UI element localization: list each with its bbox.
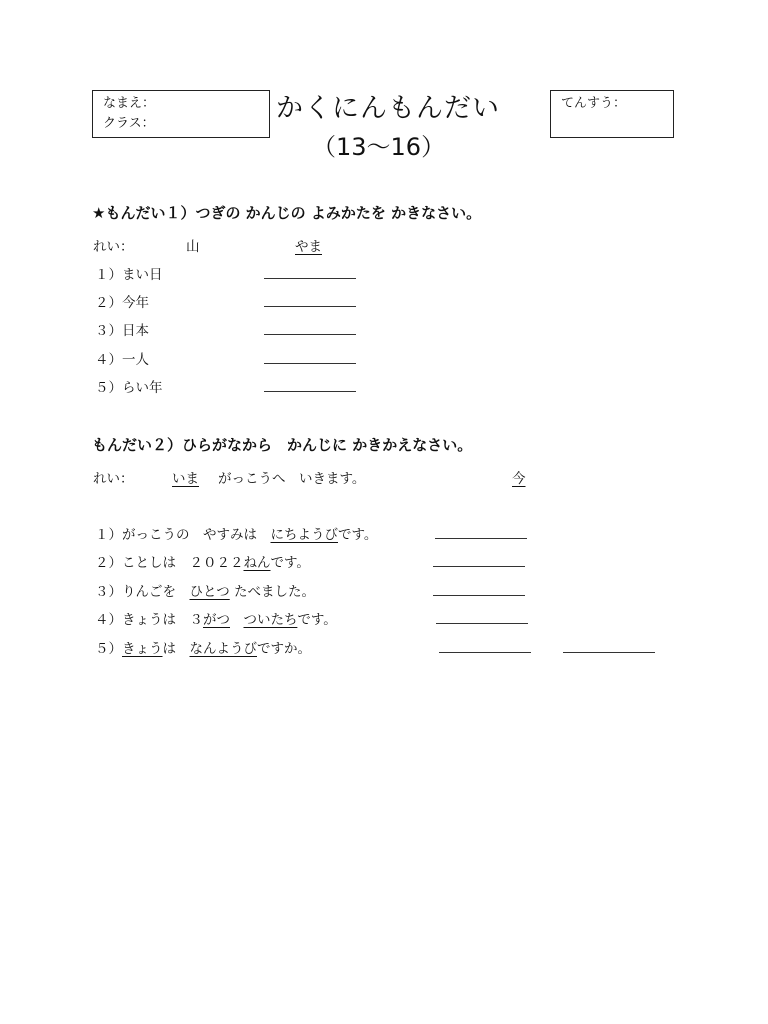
answer-blank-2-1[interactable] xyxy=(435,538,527,539)
section2-item-1 xyxy=(95,523,377,543)
section2-example-label: れい： xyxy=(93,471,134,487)
section2-item-4 xyxy=(95,608,337,628)
section2-item-3-text-end: たべました。 xyxy=(229,584,316,600)
section2-item-5-text-mid: は xyxy=(162,641,190,657)
name-class-box xyxy=(92,90,270,138)
section2-item-5 xyxy=(95,637,311,657)
section2-item-1-text: １）がっこうの やすみは xyxy=(95,527,271,543)
section1-item-1: １）まい日 xyxy=(95,267,163,283)
section2-item-4-target-2: ついたち xyxy=(243,612,298,628)
section2-item-2-target: ねん xyxy=(243,555,271,571)
section2-item-4-text: ４）きょうは ３ xyxy=(95,612,203,628)
section2-item-2 xyxy=(95,551,310,571)
section2-item-5-target-2: なんようび xyxy=(189,641,257,657)
section2-item-3-target: ひとつ xyxy=(189,584,230,600)
section1-item-4: ４）一人 xyxy=(95,352,149,368)
section2-item-1-text-end: です。 xyxy=(338,527,378,543)
section2-item-3 xyxy=(95,580,315,600)
section1-example-label: れい： xyxy=(93,239,134,255)
page-title: かくにんもんだい xyxy=(276,93,500,124)
section1-heading: ★もんだい１）つぎの かんじの よみかたを かきなさい。 xyxy=(92,204,482,222)
section2-item-4-text-end: です。 xyxy=(297,612,337,628)
section2-heading: もんだい２）ひらがなから かんじに かきかえなさい。 xyxy=(92,436,473,454)
section1-example-reading: やま xyxy=(295,239,322,255)
section2-example-answer: 今 xyxy=(512,471,526,487)
page-subtitle: （13～16） xyxy=(312,133,446,161)
score-label: てんすう： xyxy=(561,96,627,111)
section2-item-5-text-end: ですか。 xyxy=(257,641,311,657)
section2-item-2-text: ２）ことしは ２０２２ xyxy=(95,555,244,571)
section2-item-4-text-mid xyxy=(230,612,244,628)
section2-example-target: いま xyxy=(172,471,199,487)
section2-item-2-text-end: です。 xyxy=(270,555,310,571)
answer-blank-1-2[interactable] xyxy=(264,306,356,307)
score-box xyxy=(550,90,674,138)
answer-blank-2-4[interactable] xyxy=(436,623,528,624)
class-label: クラス： xyxy=(103,116,155,131)
section2-item-5-text: ５） xyxy=(95,641,122,657)
answer-blank-2-2[interactable] xyxy=(433,566,525,567)
section1-example-kanji: 山 xyxy=(186,239,200,255)
answer-blank-1-4[interactable] xyxy=(264,363,356,364)
answer-blank-2-3[interactable] xyxy=(433,595,525,596)
section1-item-3: ３）日本 xyxy=(95,323,149,339)
section2-example-rest: がっこうへ いきます。 xyxy=(218,471,366,487)
section1-item-2: ２）今年 xyxy=(95,295,149,311)
section2-item-1-target: にちようび xyxy=(270,527,338,543)
answer-blank-1-1[interactable] xyxy=(264,278,356,279)
answer-blank-2-5a[interactable] xyxy=(439,652,531,653)
section2-item-4-target-1: がつ xyxy=(203,612,230,628)
section2-item-5-target-1: きょう xyxy=(122,641,163,657)
section1-item-5: ５）らい年 xyxy=(95,380,163,396)
section2-item-3-text: ３）りんごを xyxy=(95,584,190,600)
name-label: なまえ： xyxy=(103,96,156,111)
answer-blank-1-3[interactable] xyxy=(264,334,356,335)
answer-blank-1-5[interactable] xyxy=(264,391,356,392)
answer-blank-2-5b[interactable] xyxy=(563,652,655,653)
